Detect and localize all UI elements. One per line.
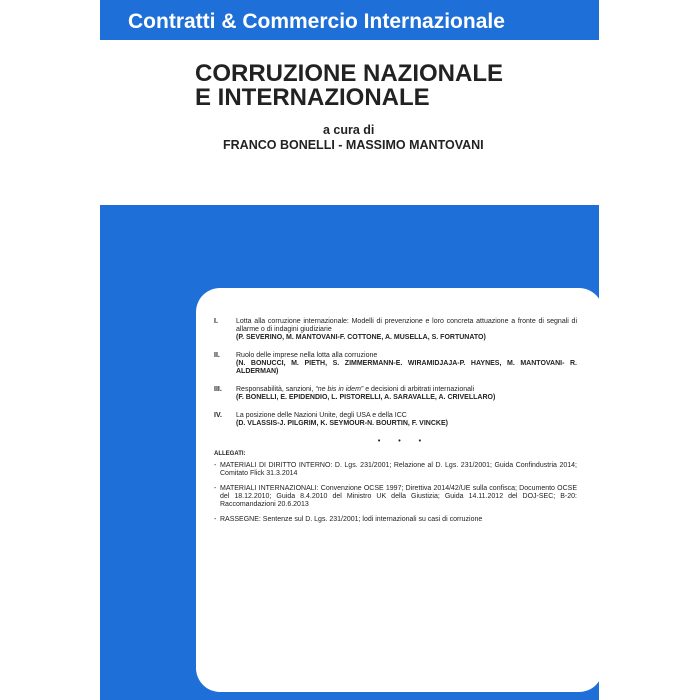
section-authors: (P. SEVERINO, M. MANTOVANI-F. COTTONE, A. MUSELLA, S. FORTUNATO): [236, 334, 486, 341]
section-item: [214, 412, 577, 428]
annexes-label: ALLEGATI:: [214, 451, 246, 457]
editors: FRANCO BONELLI - MASSIMO MANTOVANI: [223, 138, 484, 152]
section-title-italic: “ne bis in idem”: [315, 386, 364, 393]
series-banner: Contratti & Commercio Internazionale: [100, 0, 599, 40]
section-item: [214, 352, 577, 376]
separator-dots: • • •: [377, 438, 430, 445]
section-number: II.: [214, 352, 220, 359]
annex-item: [214, 462, 577, 478]
annex-dash: -: [214, 462, 217, 469]
annex-dash: -: [214, 516, 217, 523]
book-title-line-1: CORRUZIONE NAZIONALE: [195, 60, 503, 87]
annex-text: RASSEGNE: Sentenze sul D. Lgs. 231/2001; lodi internazionali su casi di corruzione: [220, 516, 483, 523]
section-title-suffix: e decisioni di arbitrati internazionali: [363, 386, 475, 393]
annex-dash: -: [214, 485, 217, 492]
section-title-prefix: Responsabilità, sanzioni,: [236, 386, 316, 393]
section-number: I.: [214, 318, 218, 325]
curator-label: a cura di: [323, 123, 375, 137]
section-body: [236, 352, 577, 376]
section-authors: (N. BONUCCI, M. PIETH, S. ZIMMERMANN-E. WIRAMIDJAJA-P. HAYNES, M. MANTOVANI- R. ALDERMAN): [236, 360, 577, 375]
section-title: Lotta alla corruzione internazionale: Modelli di prevenzione e loro concreta attuazione a fronte di segnali di allarme o di indagini giudiziarie: [236, 318, 577, 333]
section-title: Ruolo delle imprese nella lotta alla corruzione: [236, 352, 378, 359]
section-title: La posizione delle Nazioni Unite, degli USA e della ICC: [236, 412, 407, 419]
section-body: [236, 386, 577, 402]
contents-panel: [196, 288, 603, 692]
book-title-line-2: E INTERNAZIONALE: [195, 84, 430, 111]
section-body: [236, 318, 577, 342]
section-number: III.: [214, 386, 222, 393]
annex-text: MATERIALI INTERNAZIONALI: Convenzione OCSE 1997; Direttiva 2014/42/UE sulla confisca; Documento OCSE del 18.12.2010; Guida 8.4.2010 del Ministro UK della Giustizia; Guida 14.11.2012 del DOJ-SEC; B-20: Raccomandazioni 20.6.2013: [220, 485, 577, 508]
book-title: [195, 62, 585, 110]
annex-item: [214, 516, 577, 524]
section-authors: (D. VLASSIS-J. PILGRIM, K. SEYMOUR-N. BOURTIN, F. VINCKE): [236, 420, 448, 427]
publisher-logo-icon: [271, 648, 285, 668]
publisher: [271, 648, 414, 668]
book-cover: [100, 0, 599, 700]
section-authors: (F. BONELLI, E. EPIDENDIO, L. PISTORELLI, A. SARAVALLE, A. CRIVELLARO): [236, 394, 496, 401]
section-title: [236, 386, 577, 394]
section-item: [214, 318, 577, 342]
annex-item: [214, 485, 577, 509]
section-body: [236, 412, 577, 428]
annex-text: MATERIALI DI DIRITTO INTERNO: D. Lgs. 231/2001; Relazione al D. Lgs. 231/2001; Guida Confindustria 2014; Comitato Flick 31.3.2014: [220, 462, 577, 477]
publisher-name: GIUFFRÈ EDITORE: [291, 650, 414, 666]
section-number: IV.: [214, 412, 222, 419]
section-item: [214, 386, 577, 402]
